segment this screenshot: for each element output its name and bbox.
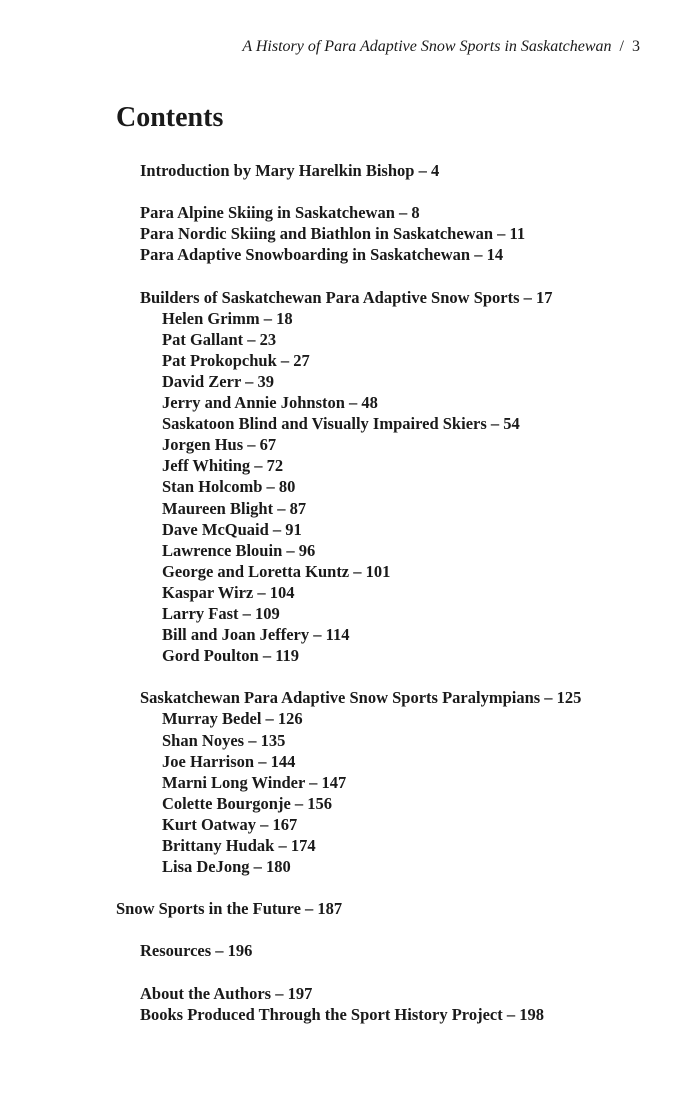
toc-entry-nordic: Para Nordic Skiing and Biathlon in Saskatchewan – 11 xyxy=(140,224,526,244)
toc-gap xyxy=(0,962,700,983)
book-title: A History of Para Adaptive Snow Sports in Saskatchewan xyxy=(242,38,612,55)
toc-builder-entry: Lawrence Blouin – 96 xyxy=(162,540,316,560)
toc-builder-entry: Maureen Blight – 87 xyxy=(162,498,307,518)
toc-gap xyxy=(0,265,700,286)
toc-builder-entry: Pat Gallant – 23 xyxy=(162,329,277,349)
toc-builder-entry: Jorgen Hus – 67 xyxy=(162,435,277,455)
toc-gap xyxy=(0,666,700,687)
toc-builder-entry: Larry Fast – 109 xyxy=(162,603,280,623)
toc-entry-alpine: Para Alpine Skiing in Saskatchewan – 8 xyxy=(140,203,420,223)
toc-builder-entry: George and Loretta Kuntz – 101 xyxy=(162,561,391,581)
toc-section-paralympians: Saskatchewan Para Adaptive Snow Sports Paralympians – 125 xyxy=(140,688,582,708)
toc-entry-authors: About the Authors – 197 xyxy=(140,983,313,1003)
toc-builder-entry: Gord Poulton – 119 xyxy=(162,646,300,666)
toc-builder-entry: Jerry and Annie Johnston – 48 xyxy=(162,393,378,413)
toc-paralympian-entry: Brittany Hudak – 174 xyxy=(162,836,316,855)
toc-entry-books: Books Produced Through the Sport History Project – 198 xyxy=(140,1004,544,1024)
toc-builder-entry: Bill and Joan Jeffery – 114 xyxy=(162,625,350,645)
toc-builder-entry: Saskatoon Blind and Visually Impaired Skiers – 54 xyxy=(162,414,520,434)
toc-builder-entry: Jeff Whiting – 72 xyxy=(162,456,284,476)
toc-gap xyxy=(0,181,700,202)
running-header xyxy=(242,38,640,56)
toc-gap xyxy=(0,919,700,940)
toc-builder-entry: Kaspar Wirz – 104 xyxy=(162,582,295,602)
toc-paralympian-entry: Lisa DeJong – 180 xyxy=(162,857,291,877)
toc-builder-entry: David Zerr – 39 xyxy=(162,371,274,391)
toc-builder-entry: Stan Holcomb – 80 xyxy=(162,477,296,497)
toc-paralympian-entry: Joe Harrison – 144 xyxy=(162,751,296,771)
toc-paralympian-entry: Kurt Oatway – 167 xyxy=(162,814,298,834)
toc-paralympian-entry: Marni Long Winder – 147 xyxy=(162,772,347,792)
header-separator: / xyxy=(619,38,624,55)
toc-builder-entry: Dave McQuaid – 91 xyxy=(162,519,302,539)
toc-builder-entry: Pat Prokopchuk – 27 xyxy=(162,350,310,370)
toc-gap xyxy=(0,877,700,898)
toc-entry-snowboarding: Para Adaptive Snowboarding in Saskatchewan – 14 xyxy=(140,245,504,265)
toc-builder-entry: Helen Grimm – 18 xyxy=(162,308,293,328)
toc-paralympian-entry: Shan Noyes – 135 xyxy=(162,730,286,750)
toc-entry-resources: Resources – 196 xyxy=(140,941,253,961)
toc-entry-introduction: Introduction by Mary Harelkin Bishop – 4 xyxy=(140,161,440,180)
page-number: 3 xyxy=(632,38,640,55)
page-title: Contents xyxy=(116,102,224,133)
toc-paralympian-entry: Colette Bourgonje – 156 xyxy=(162,793,333,813)
toc-section-builders: Builders of Saskatchewan Para Adaptive Snow Sports – 17 xyxy=(140,287,553,307)
toc-paralympian-entry: Murray Bedel – 126 xyxy=(162,709,303,729)
table-of-contents xyxy=(0,160,700,1025)
toc-entry-future: Snow Sports in the Future – 187 xyxy=(116,899,343,919)
